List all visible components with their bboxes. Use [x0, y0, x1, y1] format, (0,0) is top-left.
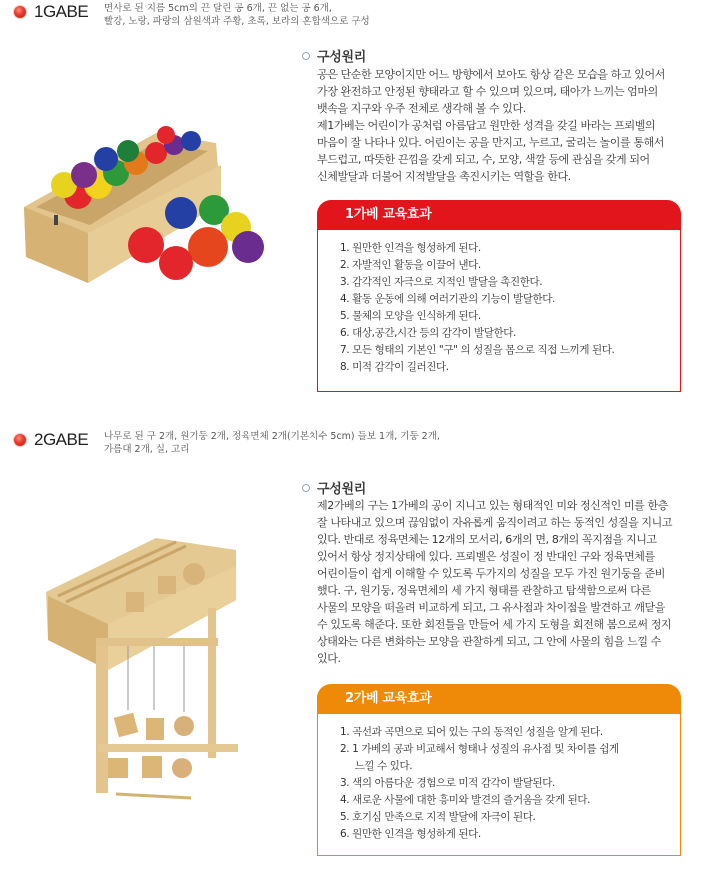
gabe1-title: 1GABE	[34, 2, 89, 21]
gabe2-principle-text: 제2가베의 구는 1가베의 공이 지니고 있는 형태적인 미와 정신적인 미를 한층 잘 나타내고 있으며 끊임없이 자유롭게 움직이려고 하는 동적인 성질을 지니고 있다. 반대로 정육면체는 12개의 모서리, 6개의 면, 8개의 꼭지점을 지니고 있어서 항상 정지상태에 있다. 프뢰벨은 성질이 정 반대인 구와 정육면체를 어린이들이 쉽게 이해할 수 있도록 두가지의 성질을 모두 가진 원기둥을 준비 했다. 구, 원기둥, 정육면체의 세 가지 형태를 관찰하고 탐색함으로써 다른 사물의 모양을 떠올려 비교하게 되고, 그 유사점과 차이점을 발견하고 깨닫을 수 있도록 해준다. 또한 회전틀을 만들어 세 가지 도형을 회전해 봄으로써 정지 상태와는 다른 변화하는 모양을 관찰하게 되고, 그 안에 사물의 힘을 느낄 수 있다.	[317, 499, 673, 665]
list-item: 느낄 수 있다.	[340, 760, 413, 772]
gabe2-title: 2GABE	[34, 430, 89, 449]
list-item: 5. 호기심 만족으로 지적 발달에 자극이 된다.	[340, 811, 536, 823]
list-item: 6. 대상,공간,시간 등의 감각이 발달한다.	[340, 327, 516, 339]
list-item: 3. 감각적인 자극으로 지적인 발달을 촉진한다.	[340, 276, 543, 288]
circle-bullet-icon	[302, 52, 310, 60]
list-item: 1. 곡선과 곡면으로 되어 있는 구의 동적인 성질을 알게 된다.	[340, 726, 603, 738]
gabe2-description: 나무로 된 구 2개, 원기둥 2개, 정육면체 2개(기본치수 5cm) 들보 1개, 기둥 2개, 가름대 2개, 실, 고리	[104, 431, 440, 455]
list-item: 1. 원만한 인격을 형성하게 된다.	[340, 242, 481, 254]
list-item: 6. 원만한 인격을 형성하게 된다.	[340, 828, 481, 840]
gabe2-header	[0, 430, 440, 456]
list-item: 8. 미적 감각이 길러진다.	[340, 361, 449, 373]
bullet-icon	[14, 434, 26, 446]
gabe1-effects-title: 1가베 교육효과	[317, 200, 681, 230]
gabe2-effects-title: 2가베 교육효과	[317, 684, 681, 714]
gabe2-effects-box	[317, 714, 681, 856]
bullet-icon	[14, 6, 26, 18]
list-item: 2. 1 가베의 공과 비교해서 형태나 성질의 유사점 및 차이를 쉽게	[340, 743, 619, 755]
list-item: 4. 새로운 사물에 대한 흥미와 발견의 즐거움을 갖게 된다.	[340, 794, 591, 806]
gabe1-principle-title: 구성원리	[302, 46, 366, 65]
gabe1-description: 면사로 된 지름 5cm의 끈 달린 공 6개, 끈 없는 공 6개, 빨강, 노랑, 파랑의 삼원색과 주황, 초록, 보라의 혼합색으로 구성	[104, 3, 370, 27]
gabe1-header	[0, 2, 370, 28]
list-item: 4. 활동 운동에 의해 여러기관의 기능이 발달한다.	[340, 293, 555, 305]
gabe1-effects-box	[317, 230, 681, 392]
gabe1-principle-text: 공은 단순한 모양이지만 어느 방향에서 보아도 항상 같은 모습을 하고 있어서 가장 완전하고 안정된 향태라고 할 수 있으며 있으며, 태아가 느끼는 엄마의 뱃속을 지구와 우주 전체로 생각해 볼 수 있다. 제1가베는 어린이가 공처럼 아름답고 원만한 성격을 갖길 바라는 프뢰벨의 마음이 잘 나타나 있다. 어린이는 공을 만지고, 누르고, 굴리는 놀이를 통해서 부드럽고, 따뜻한 끈낌을 갖게 되고, 수, 모양, 색깔 등에 관심을 갖게 되어 신체발달과 더불어 지적발달을 촉진시키는 역할을 한다.	[317, 68, 665, 183]
list-item: 3. 색의 아름다운 경험으로 미적 감각이 발달된다.	[340, 777, 555, 789]
gabe1-effects-panel	[317, 200, 681, 392]
list-item: 7. 모든 형태의 기본인 "구" 의 성질을 몸으로 직접 느끼게 된다.	[340, 344, 615, 356]
gabe2-effects-panel	[317, 684, 681, 856]
gabe2-principle-title: 구성원리	[302, 478, 366, 497]
gabe1-product-photo	[16, 115, 286, 285]
list-item: 2. 자발적인 활동을 이끌어 낸다.	[340, 259, 481, 271]
list-item: 5. 물체의 모양을 인식하게 된다.	[340, 310, 481, 322]
circle-bullet-icon	[302, 484, 310, 492]
gabe2-product-photo	[36, 530, 276, 805]
